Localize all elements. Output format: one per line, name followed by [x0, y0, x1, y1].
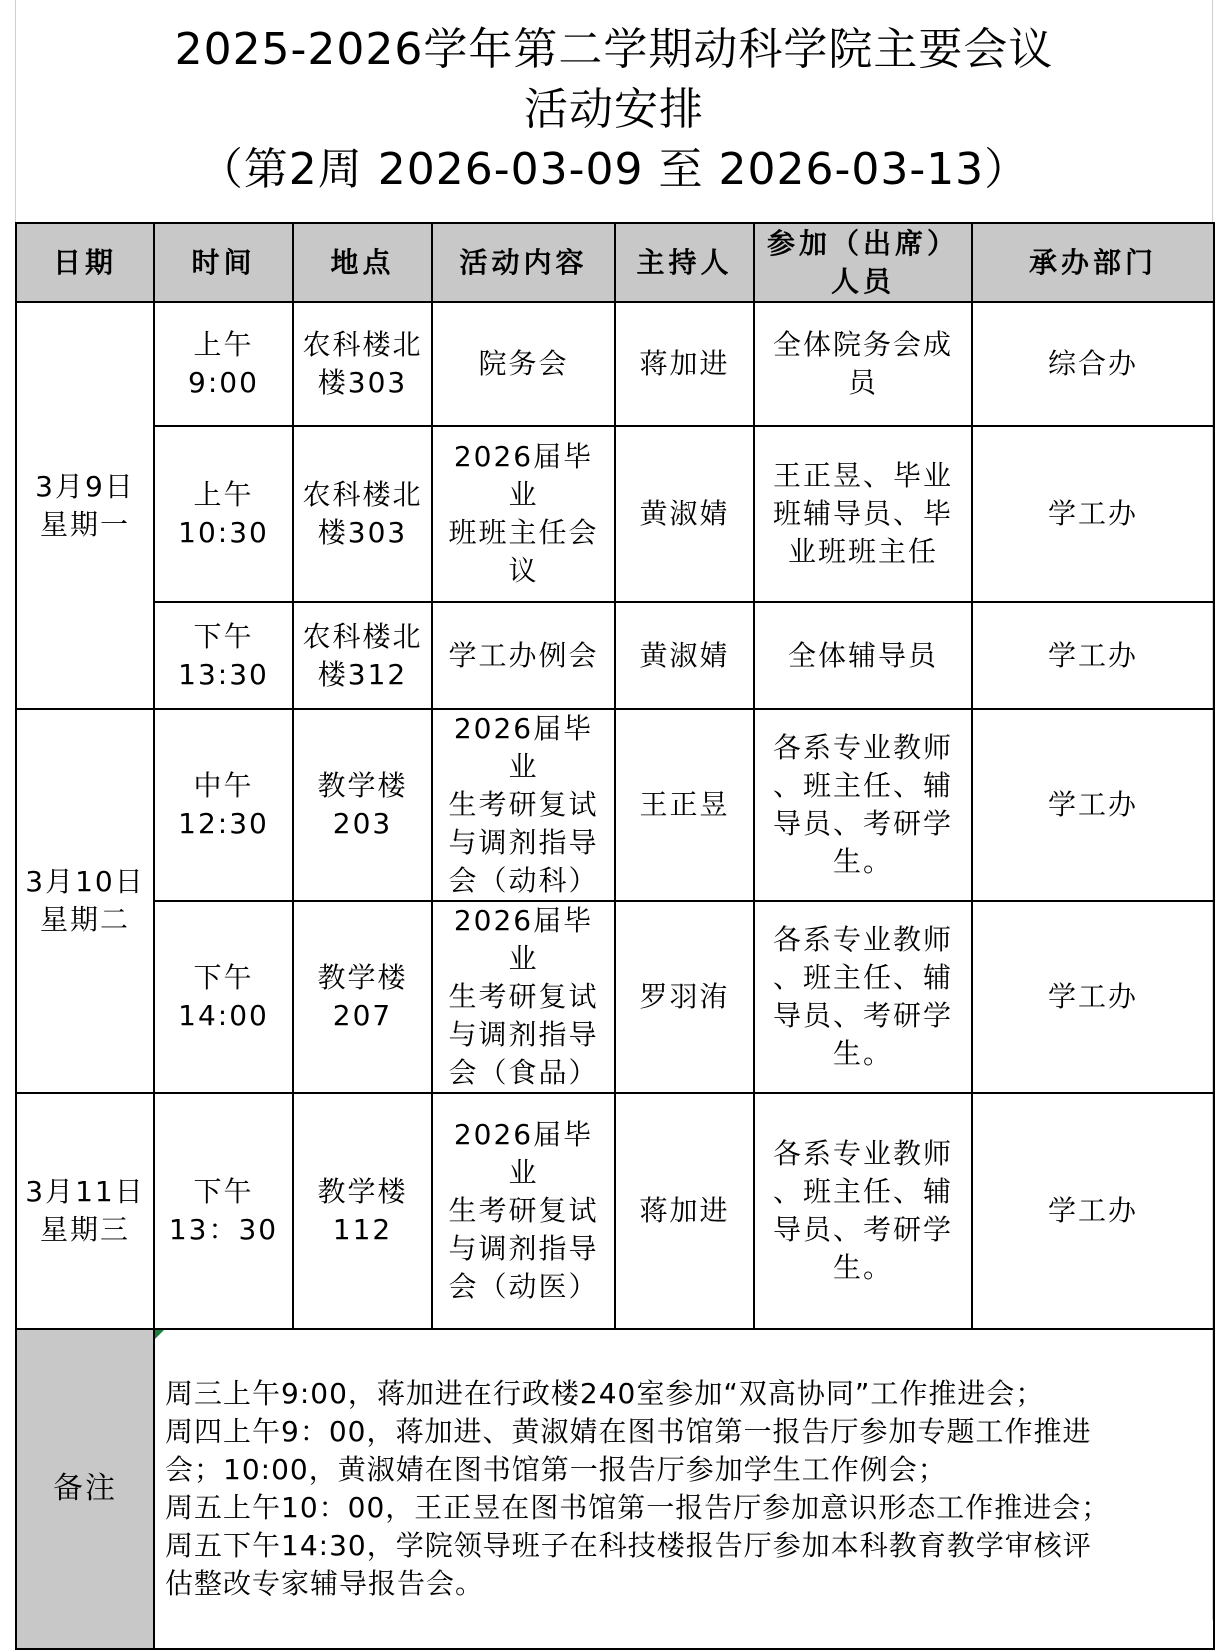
attendees-line: 各系专业教师 [772, 1137, 953, 1170]
content-line: 2026届毕业 [453, 712, 594, 783]
attendees-cell [754, 709, 972, 901]
content-line: 与调剂指导 [448, 1232, 599, 1265]
dept-cell: 学工办 [972, 709, 1214, 901]
host-cell: 黄淑婧 [615, 426, 754, 602]
attendees-line: 导员、考研学 [772, 1213, 953, 1246]
attendees-cell [754, 302, 972, 426]
host-cell: 蒋加进 [615, 1093, 754, 1329]
header-dept: 承办部门 [972, 223, 1214, 302]
table-row [16, 709, 1214, 901]
attendees-line: 、班主任、辅 [772, 1175, 953, 1208]
dept-cell: 学工办 [972, 1093, 1214, 1329]
time-cell [154, 1093, 293, 1329]
attendees-line: 员 [847, 366, 878, 399]
attendees-line: 各系专业教师 [772, 923, 953, 956]
host-cell: 黄淑婧 [615, 602, 754, 709]
location-line: 112 [332, 1213, 393, 1246]
location-line: 教学楼 [317, 961, 408, 994]
weekday-text: 星期三 [39, 1213, 130, 1246]
time-value: 9:00 [188, 366, 259, 399]
attendees-line: 全体院务会成 [772, 328, 953, 361]
attendees-line: 班辅导员、毕 [772, 497, 953, 530]
location-cell [293, 602, 432, 709]
time-period: 下午 [193, 1175, 254, 1208]
weekday-text: 星期二 [39, 903, 130, 936]
note-line: 周四上午9：00，蒋加进、黄淑婧在图书馆第一报告厅参加专题工作推进 [165, 1415, 1092, 1448]
week-range: （第2周 2026-03-09 至 2026-03-13） [198, 144, 1030, 195]
date-text: 3月10日 [25, 865, 145, 898]
time-value: 12:30 [178, 807, 269, 840]
table-row [16, 302, 1214, 426]
content-cell [432, 709, 615, 901]
table-row [16, 426, 1214, 602]
location-line: 农科楼北 [302, 478, 423, 511]
time-value: 10:30 [178, 516, 269, 549]
note-line: 周三上午9:00，蒋加进在行政楼240室参加“双高协同”工作推进会； [165, 1377, 1045, 1410]
header-host: 主持人 [615, 223, 754, 302]
location-cell [293, 709, 432, 901]
table-row [16, 901, 1214, 1093]
page-subtitle: 活动安排 [524, 84, 704, 135]
content-line: 会（食品） [448, 1056, 599, 1089]
location-line: 207 [332, 999, 393, 1032]
header-attendees [754, 223, 972, 302]
time-cell [154, 302, 293, 426]
dept-cell: 学工办 [972, 901, 1214, 1093]
table-row [16, 1093, 1214, 1329]
header-date: 日期 [16, 223, 154, 302]
time-period: 上午 [193, 478, 254, 511]
schedule-table [15, 222, 1215, 1650]
attendees-line: 、班主任、辅 [772, 769, 953, 802]
location-line: 农科楼北 [302, 328, 423, 361]
host-cell: 罗羽洧 [615, 901, 754, 1093]
location-line: 教学楼 [317, 1175, 408, 1208]
time-value: 14:00 [178, 999, 269, 1032]
content-line: 2026届毕业 [453, 440, 594, 511]
content-line: 学工办例会 [448, 638, 599, 672]
header-row [16, 223, 1214, 302]
table-row [16, 602, 1214, 709]
location-cell [293, 901, 432, 1093]
attendees-cell [754, 901, 972, 1093]
date-cell [16, 709, 154, 1093]
time-period: 下午 [193, 619, 254, 653]
content-cell [432, 426, 615, 602]
date-text: 3月9日 [35, 469, 135, 503]
header-time: 时间 [154, 223, 293, 302]
content-line: 2026届毕业 [453, 1118, 594, 1189]
location-line: 楼303 [317, 366, 408, 399]
location-cell [293, 302, 432, 426]
header-location: 地点 [293, 223, 432, 302]
content-line: 与调剂指导 [448, 826, 599, 859]
dept-cell: 学工办 [972, 426, 1214, 602]
location-line: 楼303 [317, 516, 408, 549]
location-cell [293, 426, 432, 602]
time-cell [154, 426, 293, 602]
content-cell [432, 302, 615, 426]
time-cell [154, 709, 293, 901]
location-line: 教学楼 [317, 769, 408, 802]
time-period: 中午 [193, 769, 254, 802]
content-line: 班班主任会 [448, 516, 599, 549]
attendees-cell [754, 1093, 972, 1329]
host-cell: 王正昱 [615, 709, 754, 901]
attendees-line: 全体辅导员 [787, 638, 938, 672]
attendees-line: 导员、考研学 [772, 999, 953, 1032]
note-line: 会；10:00，黄淑婧在图书馆第一报告厅参加学生工作例会； [165, 1453, 947, 1486]
content-line: 院务会 [478, 347, 569, 380]
cell-comment-marker [155, 1330, 164, 1339]
date-cell [16, 1093, 154, 1329]
note-line: 周五上午10：00，王正昱在图书馆第一报告厅参加意识形态工作推进会； [165, 1491, 1111, 1524]
attendees-line: 导员、考研学 [772, 807, 953, 840]
time-value: 13：30 [168, 1213, 279, 1246]
content-line: 2026届毕业 [453, 904, 594, 975]
header-attendees-line: 人员 [830, 264, 895, 298]
location-cell [293, 1093, 432, 1329]
attendees-line: 王正昱、毕业 [772, 459, 953, 492]
time-value: 13:30 [178, 657, 269, 691]
location-line: 农科楼北 [302, 619, 423, 653]
content-line: 会（动科） [448, 864, 599, 897]
attendees-line: 生。 [832, 845, 893, 878]
content-line: 生考研复试 [448, 788, 599, 821]
notes-row [16, 1329, 1214, 1649]
date-text: 3月11日 [25, 1175, 145, 1208]
attendees-line: 生。 [832, 1037, 893, 1070]
host-cell: 蒋加进 [615, 302, 754, 426]
content-cell [432, 602, 615, 709]
notes-cell [154, 1329, 1214, 1649]
time-period: 上午 [193, 328, 254, 361]
dept-cell: 综合办 [972, 302, 1214, 426]
header-content: 活动内容 [432, 223, 615, 302]
time-cell [154, 901, 293, 1093]
header-attendees-line: 参加（出席） [766, 226, 959, 260]
date-cell [16, 302, 154, 709]
notes-label: 备注 [16, 1329, 154, 1649]
time-cell [154, 602, 293, 709]
location-line: 楼312 [317, 657, 408, 691]
attendees-line: 各系专业教师 [772, 731, 953, 764]
location-line: 203 [332, 807, 393, 840]
content-line: 生考研复试 [448, 1194, 599, 1227]
attendees-line: 生。 [832, 1251, 893, 1284]
content-cell [432, 901, 615, 1093]
attendees-line: 业班班主任 [787, 535, 938, 568]
content-line: 会（动医） [448, 1270, 599, 1303]
attendees-cell [754, 426, 972, 602]
content-line: 生考研复试 [448, 980, 599, 1013]
page-title: 2025-2026学年第二学期动科学院主要会议 [174, 24, 1054, 75]
time-period: 下午 [193, 961, 254, 994]
note-line: 周五下午14:30，学院领导班子在科技楼报告厅参加本科教育教学审核评 [165, 1529, 1092, 1562]
dept-cell: 学工办 [972, 602, 1214, 709]
attendees-line: 、班主任、辅 [772, 961, 953, 994]
content-cell [432, 1093, 615, 1329]
note-line: 估整改专家辅导报告会。 [165, 1567, 485, 1600]
content-line: 议 [508, 554, 539, 587]
weekday-text: 星期一 [39, 507, 130, 541]
attendees-cell [754, 602, 972, 709]
content-line: 与调剂指导 [448, 1018, 599, 1051]
